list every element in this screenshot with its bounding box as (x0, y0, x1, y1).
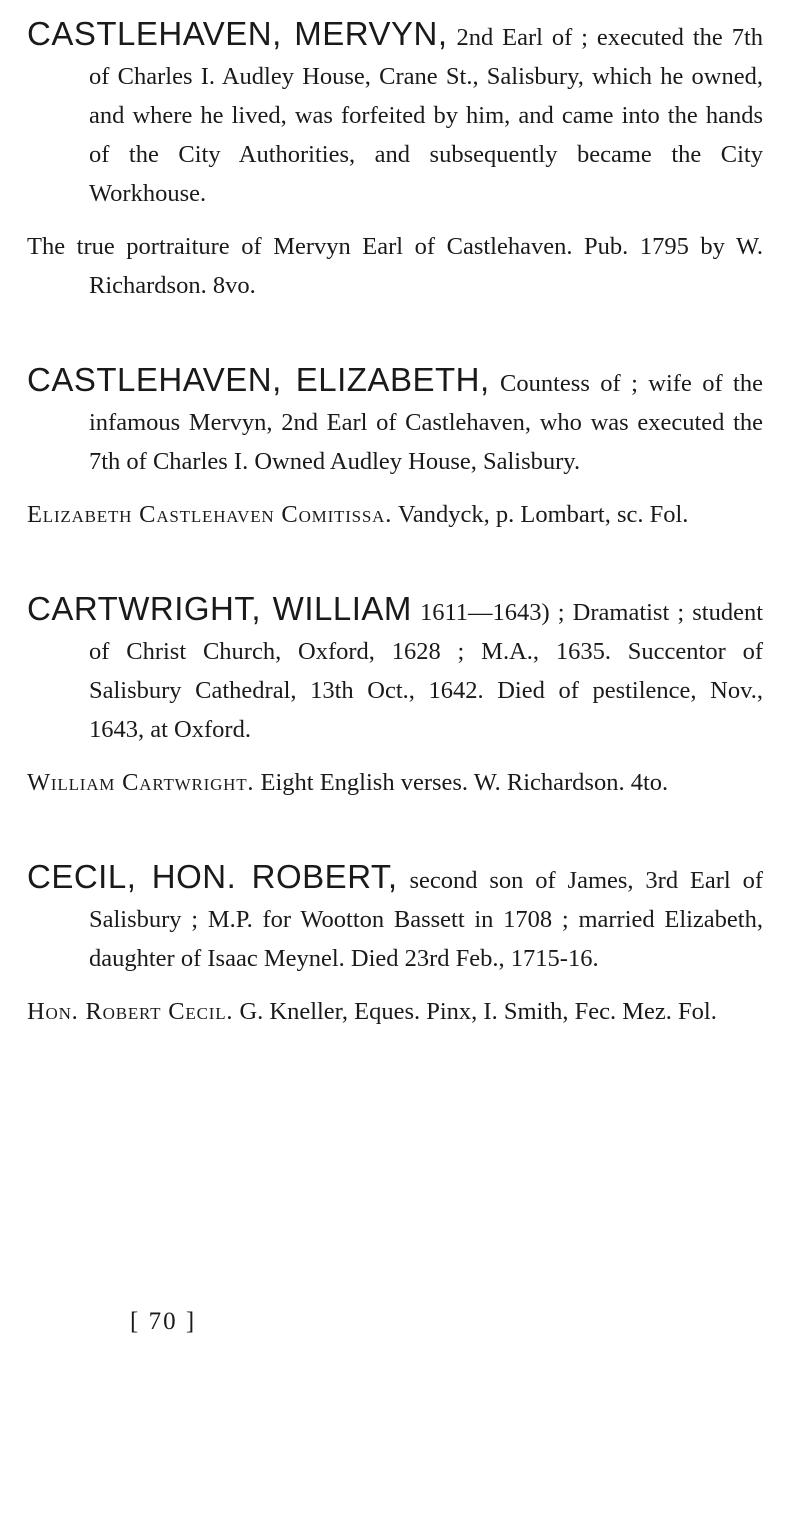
entry-separator (27, 534, 763, 589)
entry-heading: CASTLEHAVEN, ELIZABETH, (27, 361, 490, 398)
entry-castlehaven-mervyn (27, 14, 763, 305)
entry-description-text: Countess of ; wife of the infamous Mervyn, 2nd Earl of Castlehaven, who was executed the 7th of Charles I. Owned Audley House, Salisbury. (89, 370, 763, 475)
entry-cartwright-william (27, 589, 763, 802)
portrait-entry (27, 495, 763, 534)
entry-heading: CECIL, HON. ROBERT, (27, 858, 398, 895)
entry-separator (27, 802, 763, 857)
entry-description-text: second son of James, 3rd Earl of Salisbury ; M.P. for Wootton Bassett in 1708 ; married Elizabeth, daughter of Isaac Meynel. Died 23rd Feb., 1715-16. (89, 867, 763, 972)
portrait-text: Eight English verses. W. Richardson. 4to. (260, 769, 669, 796)
entry-heading: CARTWRIGHT, WILLIAM (27, 590, 412, 627)
portrait-title: Elizabeth Castlehaven Comitissa. (27, 501, 393, 528)
entry-description (27, 360, 763, 481)
portrait-text: Vandyck, p. Lombart, sc. Fol. (397, 501, 689, 528)
entry-description-text: 2nd Earl of ; executed the 7th of Charles I. Audley House, Crane St., Salisbury, which he owned, and where he lived, was forfeited by him, and came into the hands of the City Authorities, and subsequently became the City Workhouse. (89, 24, 763, 207)
entry-description (27, 14, 763, 213)
portrait-text: G. Kneller, Eques. Pinx, I. Smith, Fec. Mez. Fol. (239, 998, 717, 1025)
portrait-entry (27, 992, 763, 1031)
entry-separator (27, 305, 763, 360)
page-number: [ 70 ] (130, 1308, 197, 1335)
entry-cecil-robert (27, 857, 763, 1031)
entry-description-text: 1611—1643) ; Dramatist ; student of Christ Church, Oxford, 1628 ; M.A., 1635. Succentor of Salisbury Cathedral, 13th Oct., 1642. Died of pestilence, Nov., 1643, at Oxford. (89, 599, 764, 743)
portrait-text: The true portraiture of Mervyn Earl of Castlehaven. Pub. 1795 by W. Richardson. 8vo. (27, 233, 763, 299)
entry-heading: CASTLEHAVEN, MERVYN, (27, 15, 448, 52)
portrait-title: Hon. Robert Cecil. (27, 998, 234, 1025)
portrait-entry (27, 763, 763, 802)
entry-castlehaven-elizabeth (27, 360, 763, 534)
page-content (27, 14, 763, 1031)
portrait-title: William Cartwright. (27, 769, 255, 796)
portrait-entry (27, 227, 763, 305)
entry-description (27, 589, 763, 749)
entry-description (27, 857, 763, 978)
